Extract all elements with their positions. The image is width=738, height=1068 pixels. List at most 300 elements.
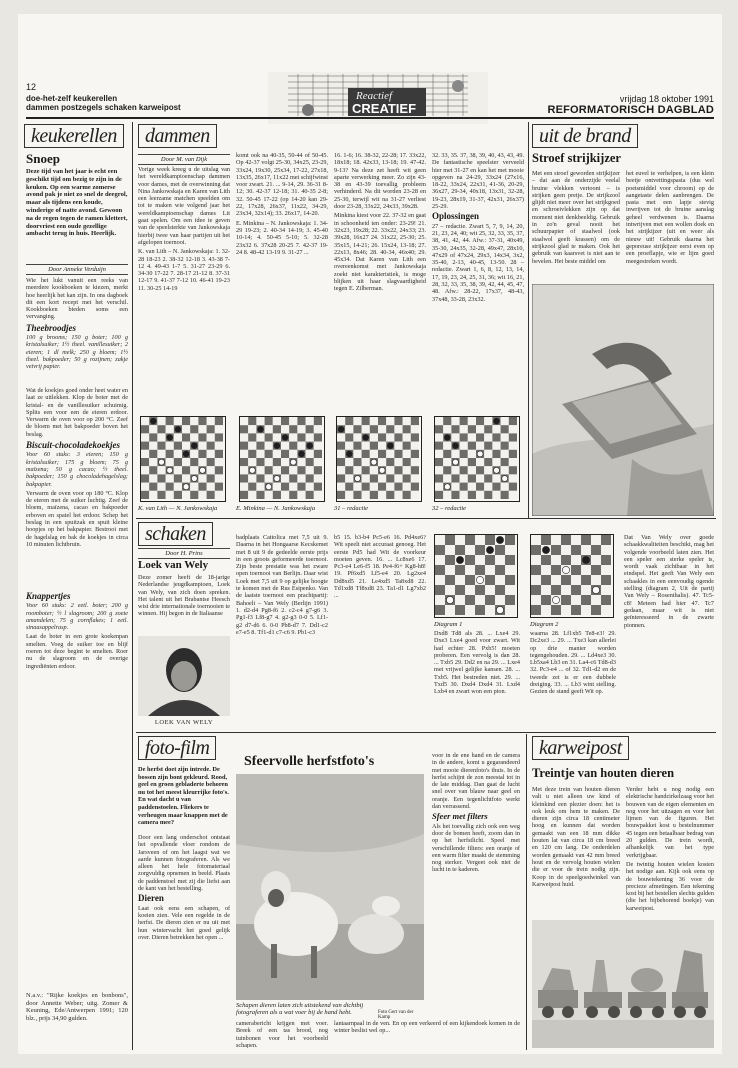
board-square [362,483,370,491]
board-square [378,417,386,425]
board-square [435,450,443,458]
board-square [445,605,455,615]
board-square [182,425,190,433]
board-square [207,474,215,482]
schaken-byline: Door H. Prins [138,548,230,559]
board-square [141,458,149,466]
board-square [460,417,468,425]
board-square [468,474,476,482]
chess-diagram-2 [530,534,614,618]
board-square [273,466,281,474]
board-square [273,458,281,466]
board-square [451,433,459,441]
board-square [451,483,459,491]
board-square [289,491,297,499]
board-square [166,425,174,433]
board-square [149,466,157,474]
board-square [182,433,190,441]
board-square [403,433,411,441]
sfeer-heading: Sfeer met filters [432,811,488,822]
board-square [484,458,492,466]
board-square [190,450,198,458]
board-square [411,474,419,482]
board-square [174,417,182,425]
board-square [265,466,273,474]
board-square [362,417,370,425]
board-square [314,474,322,482]
board-square [166,491,174,499]
board-square [455,585,465,595]
board-square [166,458,174,466]
board-square [289,425,297,433]
board-square [386,425,394,433]
fotofilm-text-4: lantaarnpaal in de ven. En op een verkeerd of een kijkendoek komen in de winter beslist wel op... [334,1020,520,1035]
board-square [256,466,264,474]
board-square [601,575,611,585]
board-square [394,433,402,441]
board-square [182,458,190,466]
board-square [141,466,149,474]
board-square [394,491,402,499]
board-square [353,491,361,499]
board-square [256,417,264,425]
board-square [501,466,509,474]
newspaper-page [18,14,722,1054]
board-square [297,417,305,425]
board-piece [167,467,173,473]
board-square [215,433,223,441]
board-square [509,417,517,425]
board-square [541,575,551,585]
board-square [345,425,353,433]
board-square [484,474,492,482]
board-square [435,565,445,575]
draughts-board-4 [434,416,520,502]
board-square [484,425,492,433]
board-square [297,466,305,474]
board-square [207,433,215,441]
board-square [476,483,484,491]
board-square [166,417,174,425]
biscuit-heading: Biscuit-chocoladekoekjes [26,440,120,451]
board-square [289,474,297,482]
logo-bottom-text: CREATIEF [352,101,417,116]
board-square [581,595,591,605]
board-square [403,458,411,466]
board-square [174,433,182,441]
board-square [190,483,198,491]
board-square [157,450,165,458]
theebroodjes-ingredients: 100 g brooms; 150 g boter; 100 g kristalsuiker; 1½ theel. vanillesuiker; 2 eieren; 1 dl melk; 250 g bloem; 1½ theel. bakpoeder; 50 g rozijnen; zakje vetvrij papier. [26,334,128,371]
schaken-text-3: b5 15. b3-b4 Pc5-e6 16. Pd4xe6? Wit speelt niet accuraat genoeg. Het eerste Pd5 had Wit de voorkeur moeten geven. 16. ... Lc8xe6 17. Pc3-e4 Le6-f5 18. Pe4-f6+ Kg8-h8! 19. Pf6xd5 Lf5-e4 20. Lg2xe4 Dd8xd5 21. Le4xd5 Ta8xd8 22. Td1xd8 Tf8xd8 23. Ta1-d1 Lg7xb2 ... [334,534,426,600]
schaken-text-4: Dxd8 Td8 als 28. ... Lxe4 29. Dxe3 Lxe4 goed voor zwart. Wit had echter 28. Pxb5! moeten proberen. Een vervolg is dan 28. ... Txb5 29. Dd2 en na 29. ... Lxe4 met vrijwel gelijke kansen. 28. ... Txb5. Het bestreden niet. 29. ... Txd5 30. Dxd4 Dxd4 31. Lxd4 Lxb4 en zwart won een pion. [434,630,520,696]
board-square [141,483,149,491]
board-square [386,474,394,482]
board-square [435,585,445,595]
board-square [306,417,314,425]
board-piece [444,484,450,490]
diagram-2-caption: Diagram 2 [530,621,559,628]
dammen-byline: Door M. van Dijk [138,154,230,165]
board-square [551,545,561,555]
board-square [362,458,370,466]
board-square [157,474,165,482]
board-square [465,535,475,545]
board-square [435,417,443,425]
board-square [306,483,314,491]
board-square [591,595,601,605]
board-square [509,466,517,474]
board-square [403,474,411,482]
board-square [370,433,378,441]
board-square [561,535,571,545]
board-square [240,474,248,482]
board-piece [150,418,156,424]
board-square [273,491,281,499]
board-square [174,442,182,450]
keukerellen-lead: Deze tijd van het jaar is echt een geschikt tijd om bezig te zijn in de keuken. Op een warme zomerse avond pak je niet zo snel de deegrol, maar als tijdens een koude, winderige of natte avond. Gewoon na de regen tegen de ramen klettert, doorvriest een oude gezellige ambacht terug in huis. Heerlijk. [26,168,128,238]
board-square [314,433,322,441]
board-square [386,458,394,466]
board-piece [477,451,483,457]
column-divider [526,734,527,1050]
board-square [476,466,484,474]
board-square [445,585,455,595]
board-square [501,483,509,491]
board-square [435,433,443,441]
sheep-photo [236,774,424,1000]
board-square [289,450,297,458]
board-piece [258,426,264,432]
board-square [353,425,361,433]
section-list [26,94,181,112]
board-square [240,491,248,499]
board-square [394,442,402,450]
board-square [581,585,591,595]
diagram-1-caption: Diagram 1 [434,621,463,628]
board-square [289,433,297,441]
board-square [337,450,345,458]
board-square [541,535,551,545]
board-square [248,491,256,499]
uitdebrand-text-1: Met een stroef geworden strijkijzer – dat aan de onderzijde veelal bruine vlekken vertoont – is strijken geen pretje. De strijkzool glijdt niet meer over het strijkgoed en schroeivlekken zijn op dat moment niet denkbeeldig. Gebruik in zo'n geval nooit het schuurpapier of staalwol (ook staalwol geeft krassen) om de strijkzool glad te maken. Ook het gebruik van kaarsvet is niet aan te bevelen. Het beste middel om [532,170,620,265]
board-piece [371,459,377,465]
board-square [345,417,353,425]
board-square [495,575,505,585]
keukerellen-byline: Door Anneke Verduijn [26,264,128,275]
board-square [166,450,174,458]
board-square [435,545,445,555]
board-square [345,458,353,466]
board-square [581,565,591,575]
board-square [492,450,500,458]
board-square [403,425,411,433]
board-square [505,535,515,545]
board-piece [191,443,197,449]
board-square [256,491,264,499]
board-square [601,565,611,575]
board-square [561,575,571,585]
board-square [281,474,289,482]
board-square [306,425,314,433]
board-square [475,595,485,605]
board-square [476,417,484,425]
board-square [149,442,157,450]
board-piece [496,606,503,613]
board-square [306,458,314,466]
board-square [215,425,223,433]
board-square [492,458,500,466]
board-square [531,585,541,595]
board-square [411,433,419,441]
board-square [345,433,353,441]
board-square [465,605,475,615]
board-square [443,417,451,425]
board-square [435,535,445,545]
board-square [509,491,517,499]
board-square [591,605,601,615]
board-square [485,555,495,565]
board-square [443,491,451,499]
board-square [468,491,476,499]
board-square [207,466,215,474]
board-square [531,555,541,565]
board-square [541,585,551,595]
board-square [601,605,611,615]
board-square [435,491,443,499]
board-square [531,545,541,555]
board-square [541,555,551,565]
board-square [370,466,378,474]
board-square [289,417,297,425]
board-square [248,474,256,482]
board-square [362,425,370,433]
board-square [484,466,492,474]
board-square [265,425,273,433]
board-square [465,545,475,555]
keukerellen-title: Snoep [26,151,60,166]
board-square [314,483,322,491]
board-square [265,474,273,482]
board-square [314,442,322,450]
board-square [314,425,322,433]
board-square [273,450,281,458]
dieren-heading: Dieren [138,893,164,904]
board-square [601,555,611,565]
karweipost-text-2: Verder hebt u nog nodig een elektrische handcirkelzaag voor het bouwen van de eigen elementen en nog voor het uitzagen en voor het lijmen van de figuren. Het bouwpakket kost u bestelnummer 45 tegen een betaalbaar bedrag van 20 gulden. De trein wordt, afhankelijk van het type verkrijgbaar. De twintig houten wielen kosten het nodige aan. Kijk ook eens op de bouwtekening 36 voor de precieze afmetingen. Een tekening kost bij het bestellen slechts gulden (die het bijbehorend boekje) van karweipost. [626,786,714,912]
board-square [345,474,353,482]
dammen-section-head: dammen [138,124,217,148]
board-square [297,442,305,450]
board-square [386,491,394,499]
board-square [306,491,314,499]
board-square [403,483,411,491]
board-square [571,595,581,605]
board-square [265,450,273,458]
board-square [443,474,451,482]
board-square [289,466,297,474]
board-square [337,483,345,491]
board-square [455,575,465,585]
board-square [501,491,509,499]
board-square [475,585,485,595]
board-square [571,535,581,545]
fotofilm-lead: De herfst doet zijn intrede. De bossen zijn bont gekleurd. Rood, geel en groen gebladerte behoren nu tot het meest kleurrijke foto's. En wat dacht u van paddenstoelen. Fliekers te verheugen maar knappen met de camera mee? [138,766,229,827]
board-square [378,474,386,482]
board-square [403,417,411,425]
board-square [468,417,476,425]
board-square [370,425,378,433]
board-square [460,474,468,482]
uitdebrand-text-2: het euvel te verhelpen, is een klein beetje ontvettingspasta (dus wel poetsmiddel voor chroom) op de aangetaste delen aanbrengen. De pasta met een lapje stevig inwrijven tot de bruine aanslag geheel verdwenen is. Daarna intwrijven met een wollen doek en het strijkijzer (uit en weer als nieuw uit! Gebruik daarna het geporeuse strijkijzer eerst even op een proeflapje, wie er lijm goed meegestreken wordt. [626,170,714,265]
board-square [505,575,515,585]
board-square [240,425,248,433]
board-square [485,585,495,595]
board-square [465,585,475,595]
board-square [475,565,485,575]
board-piece [363,435,369,441]
board-square [240,458,248,466]
board-piece [446,596,453,603]
board-piece [183,451,189,457]
board-square [455,595,465,605]
board-square [411,417,419,425]
board-piece [307,443,313,449]
board-square [411,425,419,433]
loek-van-wely-photo [138,636,230,716]
board-square [353,417,361,425]
board-square [509,474,517,482]
board-square [273,425,281,433]
biscuit-ingredients: Voor 60 stuks: 3 eieren; 150 g kristalsuiker; 175 g bloem; 75 g maïzena; 50 g cacao; ½ theel. bakpoeder; 150 g chocoladehagelslag; bakpapier. [26,451,128,488]
column-divider [528,122,529,518]
board-piece [200,467,206,473]
board-square [289,442,297,450]
board-square [435,442,443,450]
board-square [476,425,484,433]
board-square [370,491,378,499]
b3-grid [337,417,419,499]
board-square [484,433,492,441]
board-square [370,417,378,425]
board-square [378,458,386,466]
masthead-rule [26,117,714,119]
board-piece [552,596,559,603]
board-square [207,442,215,450]
board-square [475,545,485,555]
board-square [174,491,182,499]
board-piece [191,476,197,482]
board-square [198,417,206,425]
board-square [460,450,468,458]
board-square [314,458,322,466]
board-square [215,417,223,425]
board-square [215,474,223,482]
board-piece [453,443,459,449]
board-square [443,450,451,458]
board-square [484,483,492,491]
board-square [337,433,345,441]
board-square [468,450,476,458]
board-piece [379,467,385,473]
board-square [166,474,174,482]
board-square [248,483,256,491]
board-square [337,474,345,482]
board-square [265,417,273,425]
board-piece [453,459,459,465]
board-square [509,442,517,450]
b2-grid [240,417,322,499]
board-square [411,491,419,499]
board-piece [476,576,483,583]
board-square [157,425,165,433]
board-square [306,450,314,458]
board-square [345,491,353,499]
board-square [455,545,465,555]
board-square [475,535,485,545]
section-line-2: dammen postzegels schaken karweipost [26,103,181,112]
board-square [281,466,289,474]
board-piece [562,566,569,573]
board-square [207,417,215,425]
board-square [149,483,157,491]
board-square [411,442,419,450]
board-square [531,605,541,615]
board-square [435,458,443,466]
board-square [248,458,256,466]
board-square [248,433,256,441]
board-square [157,433,165,441]
board-square [476,433,484,441]
board-square [445,575,455,585]
board-square [460,433,468,441]
board-square [571,545,581,555]
board-square [394,483,402,491]
board-square [190,491,198,499]
board-square [198,433,206,441]
uitdebrand-section-head: uit de brand [532,124,638,148]
board-square [435,605,445,615]
board-square [378,483,386,491]
board-square [435,555,445,565]
board-square [182,491,190,499]
board-square [345,466,353,474]
board-square [492,442,500,450]
board-square [591,545,601,555]
board-square [306,433,314,441]
board-piece [290,459,296,465]
keukerellen-text-2: Wat de koekjes goed onder heet water en laat ze uitlekken. Klop de boter met de kristal- en de vanillesuiker schuimig. Splits een voor een de eieren erdoor. Verwarm de oven voor op 200 °C. Zeef de bloem met het bakpoeder boven het beslag. Biscuit-chocoladekoekjes Voor 60 stuks: 3 eieren; 150 g kristalsuiker; 175 g bloem; 75 g maïzena; 50 g cacao; ½ theel. bakpoeder; 150 g chocoladehagelslag; bakpapier. Verwarm de oven voor op 180 °C. Klop de eieren met de suiker luchtig. Zeef de bloem, maïzena, cacao en bakpoeder erboven en spatel het erdoor. Schep het beslag in een spuitzak en spuit kleine hoopjes op het bakpapier. Bestrooi met de hagelslag en bak de koekjes in circa 10 minuten lichtbruin. [26,387,128,548]
board-square [362,450,370,458]
board-square [378,491,386,499]
board-square [443,466,451,474]
board-square [281,458,289,466]
board-square [571,555,581,565]
board-square [207,483,215,491]
board-square [451,474,459,482]
keukerellen-footer: N.a.v.: "Rijke koekjes en bonbons", door Annette Weber; uitg. Zomer & Keuning, Ede/Antwerpen 1991; 120 blz., prijs 34,90 gulden. [26,992,128,1022]
board-2-caption: E. Minkina — N. Jankowskaja [236,505,316,512]
board-square [265,433,273,441]
board-square [451,466,459,474]
board-square [353,483,361,491]
column-divider [132,122,133,1050]
board-square [289,483,297,491]
board-square [314,491,322,499]
board-piece [338,426,344,432]
board-square [240,442,248,450]
board-square [465,565,475,575]
